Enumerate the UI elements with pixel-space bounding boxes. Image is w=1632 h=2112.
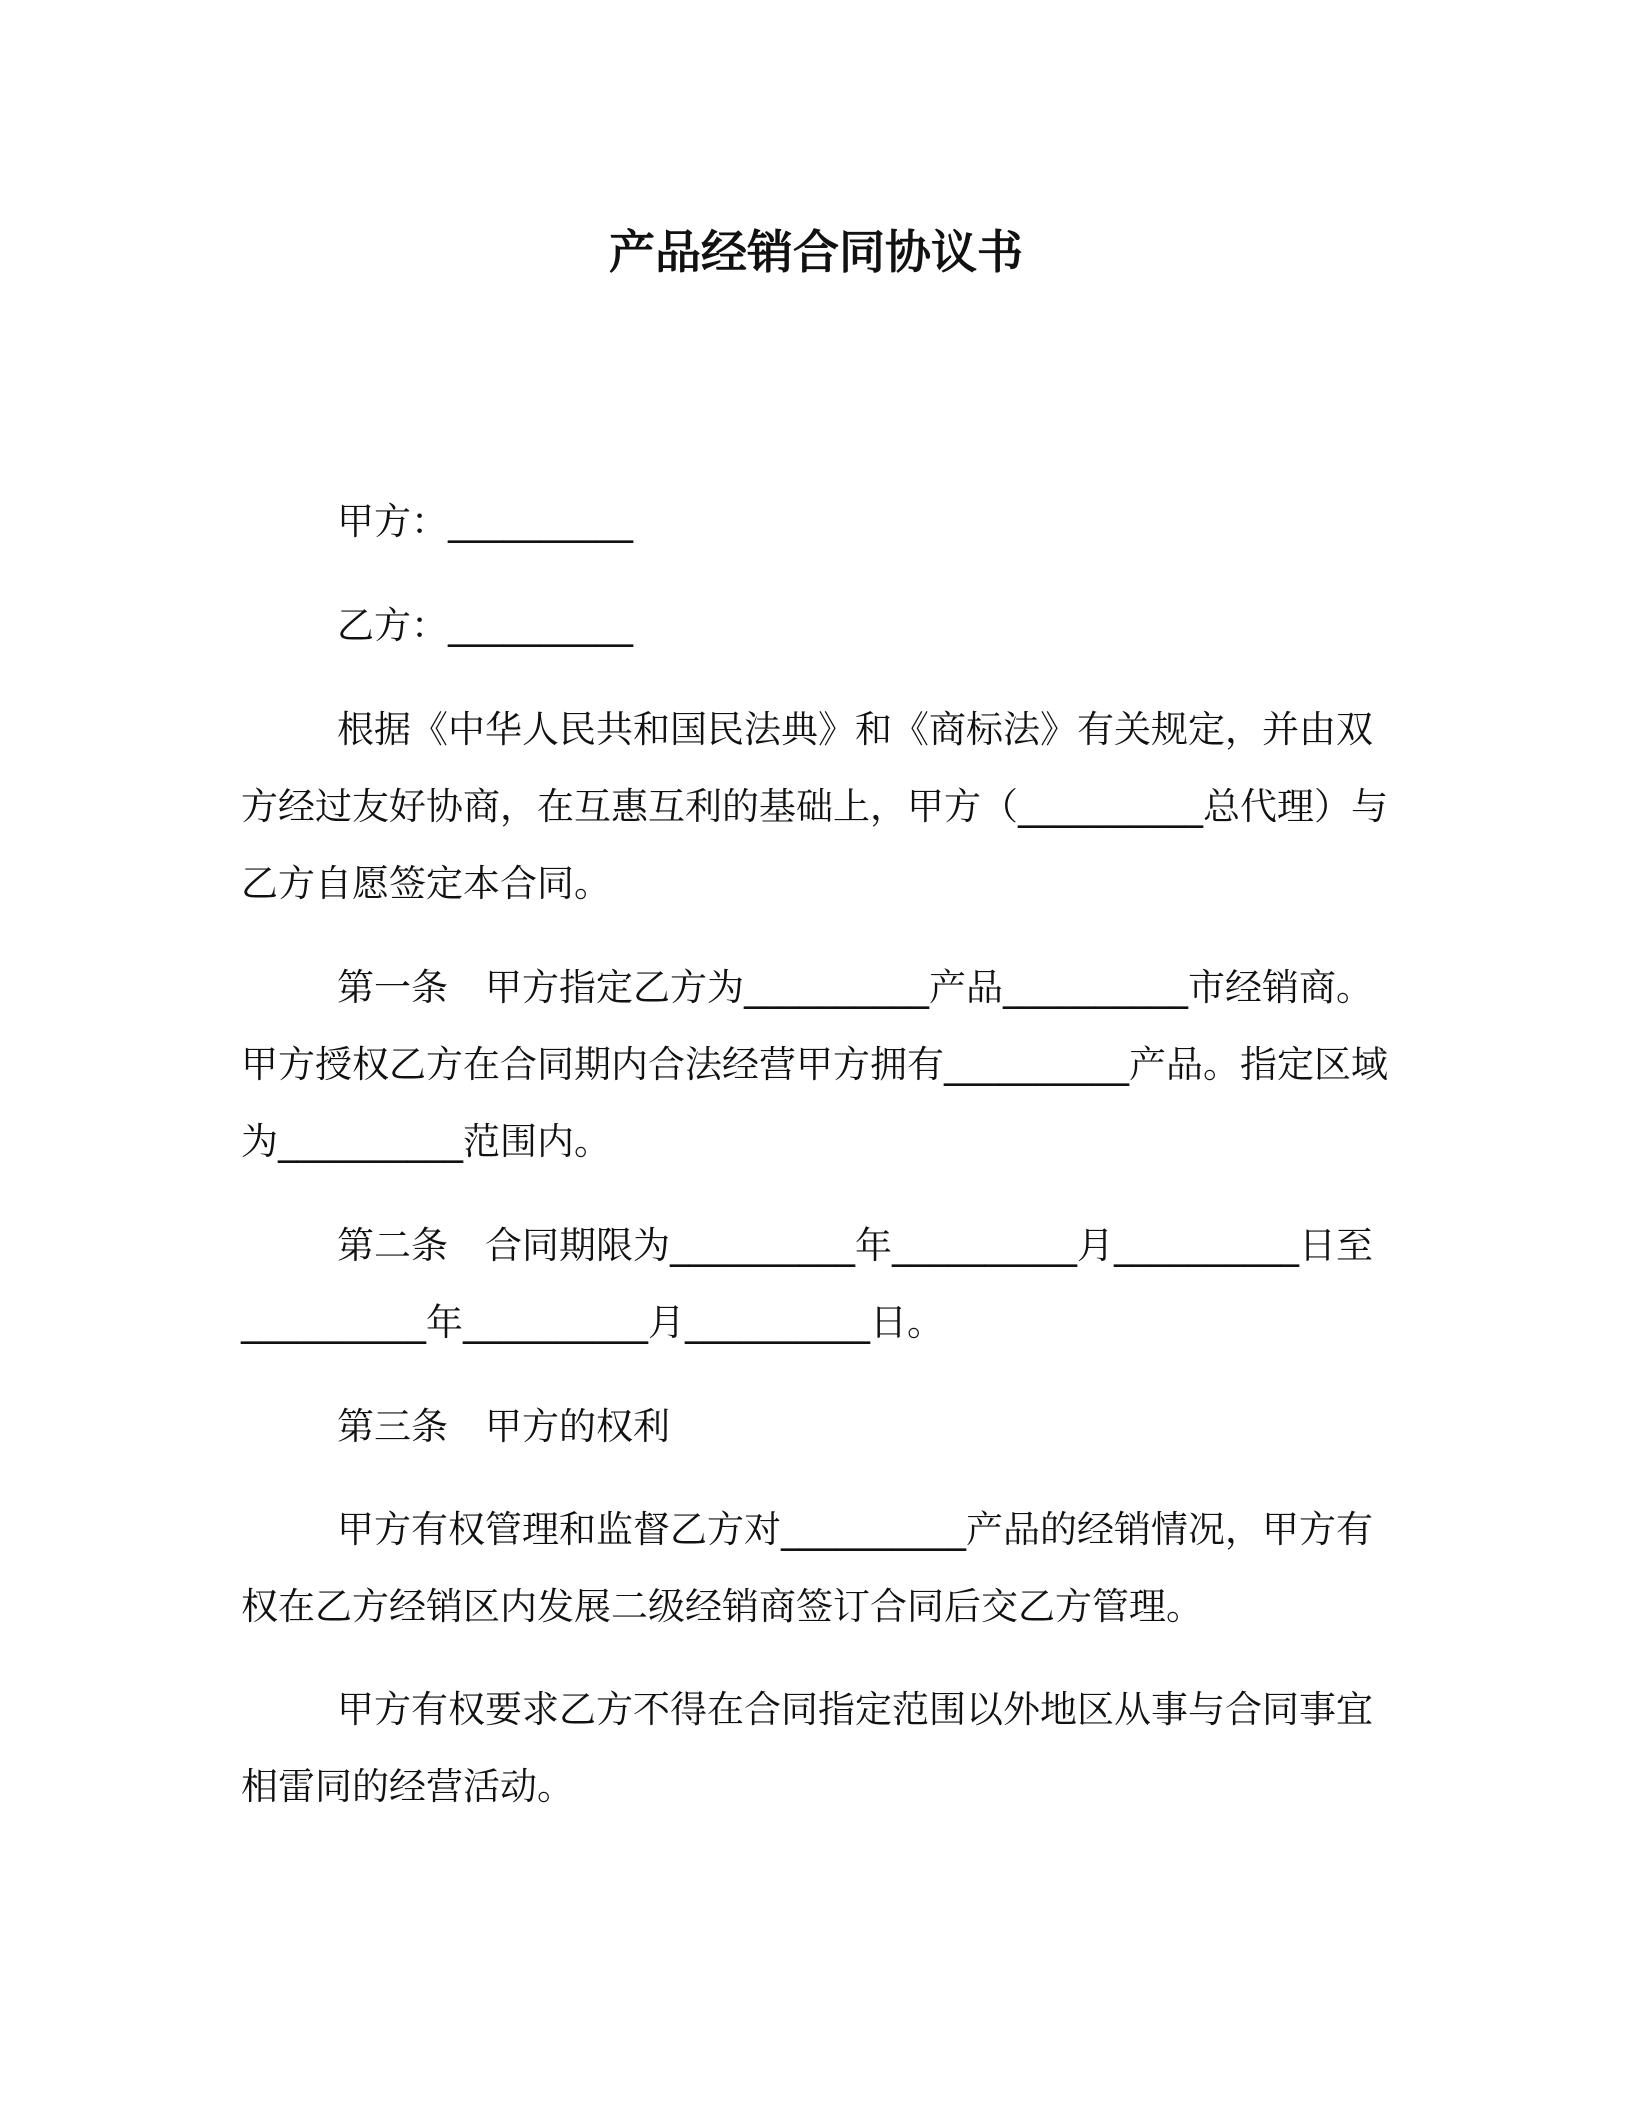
article-2-paragraph: 第二条 合同期限为__________年__________月__________日至__________年__________月__________日。	[241, 1224, 1373, 1344]
document-title: 产品经销合同协议书	[609, 225, 1023, 279]
party-a-line: 甲方：__________	[337, 500, 633, 543]
party-a-rights-paragraph-2: 甲方有权要求乙方不得在合同指定范围以外地区从事与合同事宜相雷同的经营活动。	[241, 1688, 1373, 1808]
party-b-line: 乙方：__________	[337, 604, 633, 647]
preamble-paragraph: 根据《中华人民共和国民法典》和《商标法》有关规定，并由双方经过友好协商，在互惠互利的基础上，甲方（__________总代理）与乙方自愿签定本合同。	[241, 708, 1388, 905]
article-3-heading: 第三条 甲方的权利	[337, 1405, 670, 1448]
article-1-paragraph: 第一条 甲方指定乙方为__________产品__________市经销商。甲方授权乙方在合同期内合法经营甲方拥有__________产品。指定区域为__________范围内。	[241, 966, 1388, 1163]
party-a-rights-paragraph-1: 甲方有权管理和监督乙方对__________产品的经销情况，甲方有权在乙方经销区内发展二级经销商签订合同后交乙方管理。	[241, 1508, 1373, 1628]
